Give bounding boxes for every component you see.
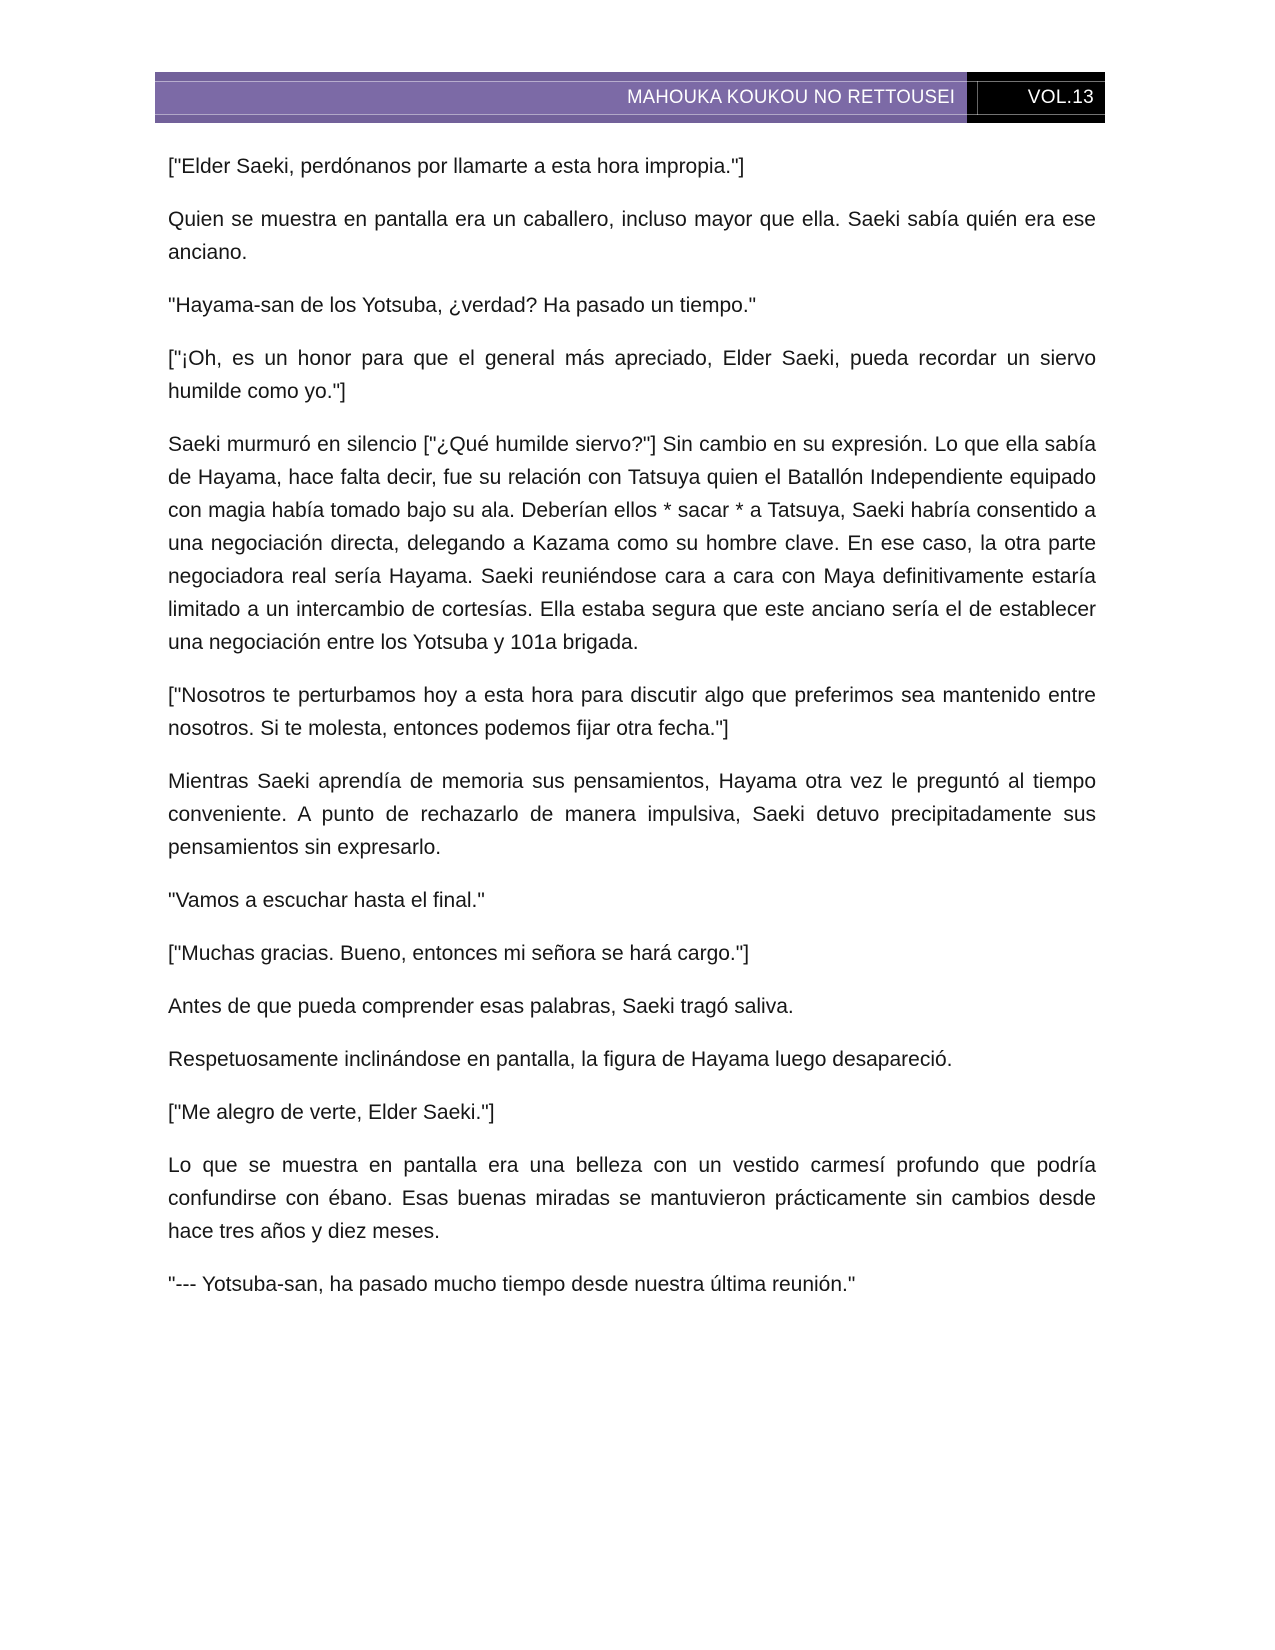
paragraph: ["¡Oh, es un honor para que el general más apreciado, Elder Saeki, pueda recordar un siervo humilde como yo."] xyxy=(168,347,1096,403)
volume-badge xyxy=(967,72,1105,123)
volume-label: VOL.13 xyxy=(1027,86,1094,108)
paragraph: Respetuosamente inclinándose en pantalla, la figura de Hayama luego desapareció. xyxy=(168,1048,953,1071)
body-text xyxy=(168,150,1096,1321)
book-title: MAHOUKA KOUKOU NO RETTOUSEI xyxy=(626,86,955,108)
paragraph: "Hayama-san de los Yotsuba, ¿verdad? Ha pasado un tiempo." xyxy=(168,294,757,317)
paragraph: "--- Yotsuba-san, ha pasado mucho tiempo desde nuestra última reunión." xyxy=(168,1273,856,1296)
paragraph: ["Nosotros te perturbamos hoy a esta hora para discutir algo que preferimos sea mantenido entre nosotros. Si te molesta, entonces podemos fijar otra fecha."] xyxy=(168,684,1096,740)
paragraph: Quien se muestra en pantalla era un caballero, incluso mayor que ella. Saeki sabía quién era ese anciano. xyxy=(168,208,1096,264)
paragraph: ["Elder Saeki, perdónanos por llamarte a esta hora impropia."] xyxy=(168,155,745,178)
paragraph: "Vamos a escuchar hasta el final." xyxy=(168,889,485,912)
paragraph: ["Me alegro de verte, Elder Saeki."] xyxy=(168,1101,495,1124)
paragraph: Saeki murmuró en silencio ["¿Qué humilde siervo?"] Sin cambio en su expresión. Lo que ella sabía de Hayama, hace falta decir, fue su relación con Tatsuya quien el Batallón Independiente equipado con magia había tomado bajo su ala. Deberían ellos * sacar * a Tatsuya, Saeki habría consentido a una negociación directa, delegando a Kazama como su hombre clave. En ese caso, la otra parte negociadora real sería Hayama. Saeki reuniéndose cara a cara con Maya definitivamente estaría limitado a un intercambio de cortesías. Ella estaba segura que este anciano sería el de establecer una negociación entre los Yotsuba y 101a brigada. xyxy=(168,433,1096,654)
paragraph: Antes de que pueda comprender esas palabras, Saeki tragó saliva. xyxy=(168,995,794,1018)
badge-divider-line xyxy=(977,81,978,115)
paragraph: ["Muchas gracias. Bueno, entonces mi señora se hará cargo."] xyxy=(168,942,750,965)
page-header xyxy=(155,72,1105,123)
paragraph: Mientras Saeki aprendía de memoria sus pensamientos, Hayama otra vez le preguntó al tiempo conveniente. A punto de rechazarlo de manera impulsiva, Saeki detuvo precipitadamente sus pensamientos sin expresarlo. xyxy=(168,770,1096,859)
header-title-band xyxy=(155,72,967,123)
paragraph: Lo que se muestra en pantalla era una belleza con un vestido carmesí profundo que podría confundirse con ébano. Esas buenas miradas se mantuvieron prácticamente sin cambios desde hace tres años y diez meses. xyxy=(168,1154,1096,1243)
